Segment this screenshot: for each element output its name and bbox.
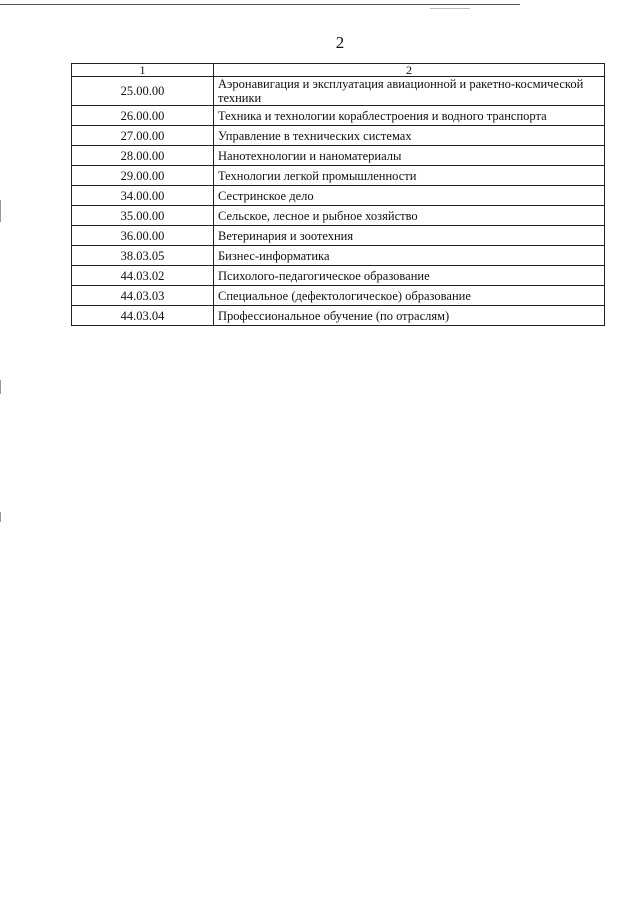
specialty-name: Техника и технологии кораблестроения и водного транспорта	[214, 106, 605, 126]
specialty-name: Технологии легкой промышленности	[214, 166, 605, 186]
scan-margin-mark	[0, 512, 1, 522]
specialty-code: 27.00.00	[72, 126, 214, 146]
scan-margin-mark	[0, 380, 1, 394]
specialty-code: 26.00.00	[72, 106, 214, 126]
table-row	[72, 77, 605, 106]
specialty-name: Специальное (дефектологическое) образование	[214, 286, 605, 306]
specialty-code: 35.00.00	[72, 206, 214, 226]
specialty-code: 29.00.00	[72, 166, 214, 186]
specialty-code: 44.03.02	[72, 266, 214, 286]
page-number: 2	[335, 33, 345, 52]
table-header-row	[72, 64, 605, 77]
specialty-name: Аэронавигация и эксплуатация авиационной и ракетно-космической техники	[214, 77, 605, 106]
table-row	[72, 206, 605, 226]
specialty-code: 44.03.04	[72, 306, 214, 326]
specialty-name: Управление в технических системах	[214, 126, 605, 146]
specialty-name: Ветеринария и зоотехния	[214, 226, 605, 246]
table-row	[72, 226, 605, 246]
specialty-name: Профессиональное обучение (по отраслям)	[214, 306, 605, 326]
table-row	[72, 246, 605, 266]
table-row	[72, 266, 605, 286]
specialty-code: 25.00.00	[72, 77, 214, 106]
specialty-name: Сельское, лесное и рыбное хозяйство	[214, 206, 605, 226]
column-header-2: 2	[214, 64, 605, 77]
specialty-table	[71, 63, 605, 326]
specialty-name: Психолого-педагогическое образование	[214, 266, 605, 286]
specialty-code: 28.00.00	[72, 146, 214, 166]
table-row	[72, 186, 605, 206]
table-row	[72, 146, 605, 166]
specialty-name: Сестринское дело	[214, 186, 605, 206]
table-row	[72, 306, 605, 326]
table-row	[72, 166, 605, 186]
column-header-1: 1	[72, 64, 214, 77]
specialty-name: Бизнес-информатика	[214, 246, 605, 266]
scan-artifact	[430, 8, 470, 9]
table-row	[72, 286, 605, 306]
specialty-code: 44.03.03	[72, 286, 214, 306]
scan-margin-mark	[0, 200, 1, 222]
specialty-code: 36.00.00	[72, 226, 214, 246]
table-row	[72, 126, 605, 146]
specialty-code: 34.00.00	[72, 186, 214, 206]
table-row	[72, 106, 605, 126]
specialty-code: 38.03.05	[72, 246, 214, 266]
scan-edge-line	[0, 4, 520, 5]
specialty-name: Нанотехнологии и наноматериалы	[214, 146, 605, 166]
